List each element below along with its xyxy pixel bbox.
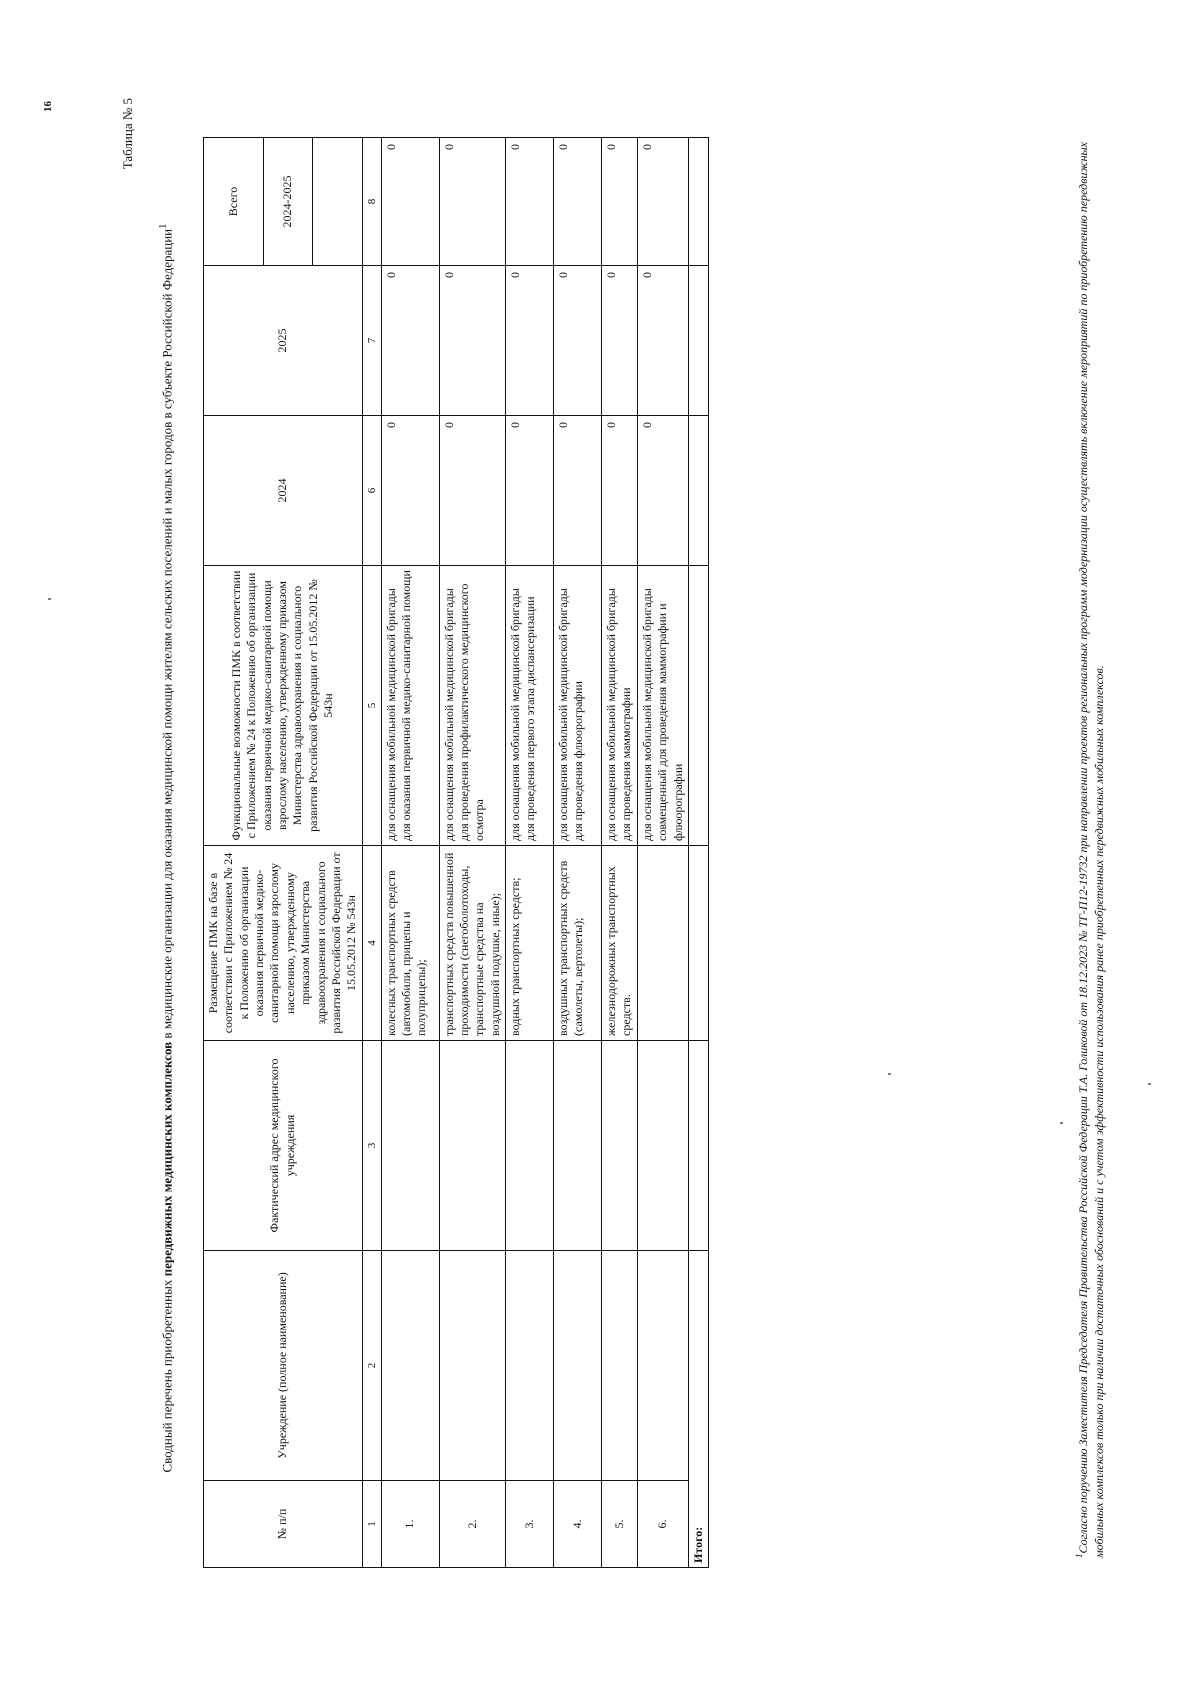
row-number: 2.	[439, 1481, 505, 1568]
total-label: Итого:	[688, 1251, 708, 1568]
title-prefix: Сводный перечень приобретенных	[159, 1276, 175, 1473]
col-num: 5	[362, 566, 381, 846]
col-num: 7	[362, 266, 381, 416]
value-2025: 0	[439, 266, 505, 416]
header-institution: Учреждение (полное наименование)	[204, 1251, 363, 1481]
functions-cell: для оснащения мобильной медицинской бригады для оказания первичной медико-санитарной помощи	[381, 566, 439, 846]
value-total: 0	[602, 138, 638, 266]
header-total: Всего	[204, 138, 264, 266]
landscape-page	[98, 98, 1198, 1598]
table-row	[439, 138, 505, 1568]
col-num: 8	[362, 138, 381, 266]
placement-cell: транспортных средств повышенной проходимости (снегоболотоходы, транспортные средства на воздушной подушке, иные);	[439, 846, 505, 1041]
value-total: 0	[439, 138, 505, 266]
table-row	[637, 138, 688, 1568]
address-cell	[439, 1041, 505, 1251]
header-number: № п/п	[204, 1481, 363, 1568]
total-empty	[688, 138, 708, 266]
header-total-period: 2024-2025	[263, 138, 312, 266]
header-year-2024: 2024	[204, 416, 363, 566]
functions-cell: для оснащения мобильной медицинской бригады для проведения первого этапа диспансеризации	[506, 566, 554, 846]
value-2025: 0	[602, 266, 638, 416]
title-suffix: в медицинские организации для оказания медицинской помощи жителям сельских поселений и малых городов в субъекте Российской Федерации	[159, 228, 175, 1042]
title-bold: передвижных медицинских комплексов	[159, 1041, 175, 1277]
placement-cell: железнодорожных транспортных средств.	[602, 846, 638, 1041]
column-number-row	[362, 138, 381, 1568]
value-2024: 0	[381, 416, 439, 566]
col-num: 6	[362, 416, 381, 566]
scan-speck	[48, 598, 51, 600]
value-2025: 0	[554, 266, 602, 416]
value-2024: 0	[554, 416, 602, 566]
institution-cell	[637, 1251, 688, 1481]
institution-cell	[506, 1251, 554, 1481]
institution-cell	[381, 1251, 439, 1481]
value-total: 0	[506, 138, 554, 266]
page-number: 16	[42, 101, 54, 112]
header-year-2025: 2025	[204, 266, 363, 416]
value-total: 0	[637, 138, 688, 266]
document-title	[156, 98, 176, 1598]
table-label: Таблица № 5	[120, 98, 135, 170]
col-num: 4	[362, 846, 381, 1041]
value-2024: 0	[506, 416, 554, 566]
header-total-empty	[313, 138, 363, 266]
value-2025: 0	[506, 266, 554, 416]
placement-cell	[637, 846, 688, 1041]
value-2025: 0	[637, 266, 688, 416]
header-address: Фактический адрес медицинского учреждения	[204, 1041, 363, 1251]
institution-cell	[602, 1251, 638, 1481]
table-row	[554, 138, 602, 1568]
placement-cell: колесных транспортных средств (автомобили, прицепы и полуприцепы);	[381, 846, 439, 1041]
functions-cell: для оснащения мобильной медицинской бригады для проведения маммографии	[602, 566, 638, 846]
summary-table	[203, 137, 709, 1568]
col-num: 1	[362, 1481, 381, 1568]
total-empty	[688, 266, 708, 416]
value-2025: 0	[381, 266, 439, 416]
footnote-mark: 1	[1074, 1553, 1084, 1558]
header-functions: Функциональные возможности ПМК в соответствии с Приложением № 24 к Положению об организации оказания первичной медико-санитарной помощи взрослому населению, утвержденному приказом Министерства здравоохранения и социального развития Российской Федерации от 15.05.2012 № 543н	[204, 566, 363, 846]
total-empty	[688, 416, 708, 566]
footnote	[1073, 138, 1107, 1558]
address-cell	[554, 1041, 602, 1251]
table-row	[381, 138, 439, 1568]
total-empty	[688, 1041, 708, 1251]
value-2024: 0	[439, 416, 505, 566]
placement-cell: водных транспортных средств;	[506, 846, 554, 1041]
functions-cell: для оснащения мобильной медицинской бригады для проведения профилактического медицинского осмотра	[439, 566, 505, 846]
col-num: 3	[362, 1041, 381, 1251]
row-number: 1.	[381, 1481, 439, 1568]
table-row	[602, 138, 638, 1568]
row-number: 3.	[506, 1481, 554, 1568]
footnote-text: Согласно поручению Заместителя Председателя Правительства Российской Федерации Т.А. Голиковой от 18.12.2023 № ТГ-П12-19732 при направлении проектов региональных программ модернизации осуществлять включение мероприятий по приобретению передвижных мобильных комплексов только при наличии достаточных обоснований и с учетом эффективности использования ранее приобретенных передвижных мобильных комплексов.	[1076, 142, 1107, 1558]
header-placement: Размещение ПМК на базе в соответствии с Приложением № 24 к Положению об организации оказания первичной медико-санитарной помощи взрослому населению, утвержденному приказом Министерства здравоохранения и социального развития Российской Федерации от 15.05.2012 № 543н	[204, 846, 363, 1041]
address-cell	[381, 1041, 439, 1251]
address-cell	[637, 1041, 688, 1251]
total-row	[688, 138, 708, 1568]
value-total: 0	[381, 138, 439, 266]
value-total: 0	[554, 138, 602, 266]
functions-cell: для оснащения мобильной медицинской бригады совмещенный для проведения маммографии и флюорографии	[637, 566, 688, 846]
row-number: 6.	[637, 1481, 688, 1568]
institution-cell	[439, 1251, 505, 1481]
institution-cell	[554, 1251, 602, 1481]
row-number: 5.	[602, 1481, 638, 1568]
functions-cell: для оснащения мобильной медицинской бригады для проведения флюорографии	[554, 566, 602, 846]
total-empty	[688, 846, 708, 1041]
address-cell	[506, 1041, 554, 1251]
title-footnote-mark: 1	[157, 223, 169, 229]
value-2024: 0	[637, 416, 688, 566]
row-number: 4.	[554, 1481, 602, 1568]
total-empty	[688, 566, 708, 846]
col-num: 2	[362, 1251, 381, 1481]
value-2024: 0	[602, 416, 638, 566]
placement-cell: воздушных транспортных средств (самолеты, вертолеты);	[554, 846, 602, 1041]
address-cell	[602, 1041, 638, 1251]
table-row	[506, 138, 554, 1568]
